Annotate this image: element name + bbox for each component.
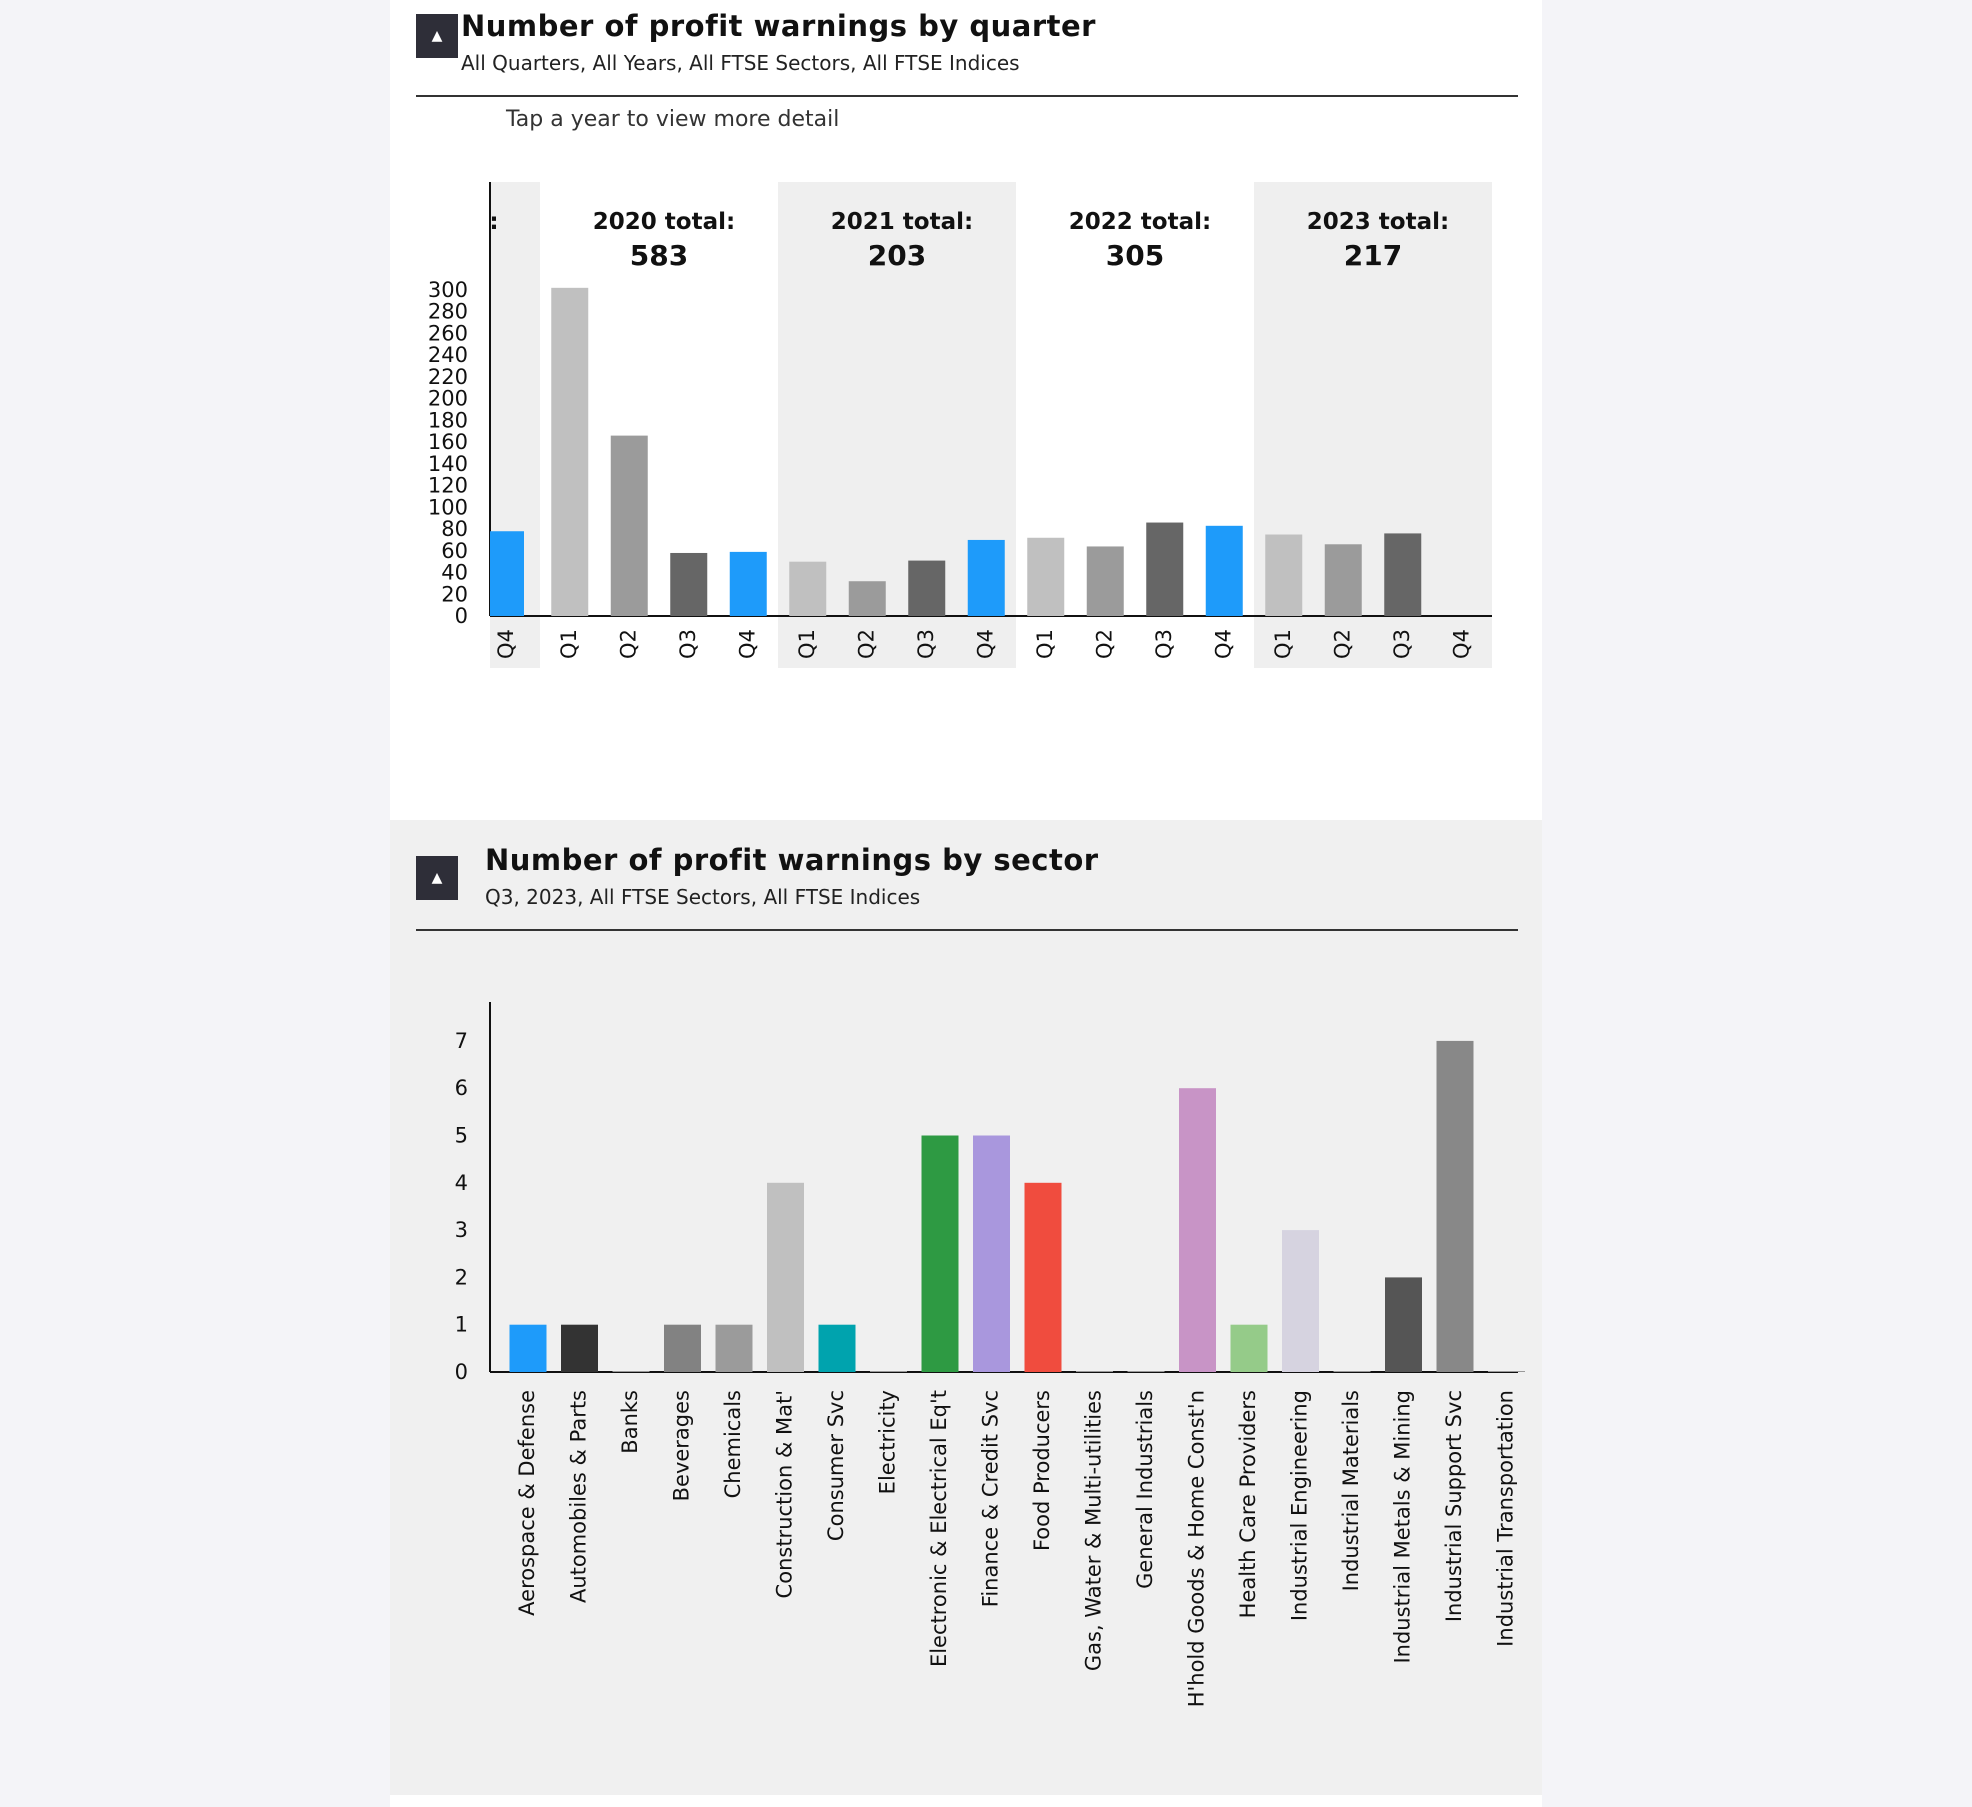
- bar-sector-zero: [1076, 1371, 1113, 1372]
- bar-2023-Q2: [1325, 544, 1362, 616]
- bar-sector: [1025, 1183, 1062, 1372]
- x-category-label: Food Producers: [1030, 1390, 1054, 1552]
- x-category-label: Chemicals: [721, 1390, 745, 1499]
- bar-sector: [973, 1136, 1010, 1373]
- x-category-label: Industrial Metals & Mining: [1390, 1390, 1415, 1664]
- bar-2020-Q1: [551, 288, 588, 616]
- y-tick-label: 260: [427, 321, 468, 346]
- x-category-label: Electricity: [875, 1390, 900, 1495]
- bar-sector: [716, 1325, 753, 1372]
- year-total-label: 2021 total:: [830, 209, 974, 235]
- x-category-label: Finance & Credit Svc: [978, 1390, 1003, 1608]
- y-tick-label: 140: [427, 451, 468, 476]
- bar-2019-Q4: [490, 531, 524, 616]
- x-category-label: Gas, Water & Multi-utilities: [1081, 1390, 1106, 1672]
- year-total-label: 2022 total:: [1068, 209, 1212, 235]
- x-category-label: Industrial Engineering: [1287, 1390, 1312, 1622]
- bottom-strip: [390, 1795, 1542, 1807]
- bar-2023-Q1: [1265, 535, 1302, 617]
- bar-2021-Q2: [849, 581, 886, 616]
- x-category-label: Banks: [618, 1390, 642, 1454]
- x-tick-label: Q4: [1449, 629, 1474, 659]
- sector-chart: [390, 990, 1542, 1750]
- bar-sector: [1179, 1088, 1216, 1372]
- bar-sector-zero: [1128, 1371, 1165, 1372]
- x-tick-label: Q2: [1330, 629, 1355, 659]
- x-category-label: Aerospace & Defense: [515, 1390, 539, 1616]
- x-tick-label: Q4: [735, 629, 760, 659]
- x-category-label: Construction & Mat': [772, 1390, 797, 1599]
- x-tick-label: Q2: [1092, 629, 1117, 659]
- bar-sector: [1282, 1230, 1319, 1372]
- sector-chart-subtitle: Q3, 2023, All FTSE Sectors, All FTSE Indices: [485, 885, 921, 909]
- bar-sector-zero: [613, 1371, 650, 1372]
- bar-2021-Q3: [908, 561, 945, 616]
- y-tick-label: 4: [454, 1170, 468, 1195]
- y-tick-label: 60: [441, 538, 468, 563]
- sector-header-rule: [416, 929, 1518, 931]
- y-tick-label: 1: [454, 1312, 468, 1337]
- x-tick-label: Q3: [1389, 629, 1414, 659]
- y-tick-label: 200: [427, 386, 468, 411]
- bar-sector: [1385, 1277, 1422, 1372]
- x-tick-label: Q4: [494, 629, 518, 659]
- y-tick-label: 160: [427, 430, 468, 455]
- y-tick-label: 180: [427, 408, 468, 433]
- bar-2021-Q1: [789, 562, 826, 616]
- x-tick-label: Q1: [794, 629, 819, 659]
- x-category-label: Consumer Svc: [824, 1390, 848, 1542]
- x-tick-label: Q1: [1032, 629, 1057, 659]
- bar-sector: [1437, 1041, 1474, 1372]
- year-total-label: 2023 total:: [1306, 209, 1450, 235]
- collapse-sector-button[interactable]: [416, 856, 458, 900]
- bar-2023-Q3: [1384, 533, 1421, 616]
- y-tick-label: 240: [427, 343, 468, 368]
- y-tick-label: 3: [454, 1218, 468, 1243]
- y-tick-label: 280: [427, 299, 468, 324]
- tap-hint: Tap a year to view more detail: [506, 107, 840, 132]
- triangle-up-icon: ▲: [431, 870, 443, 886]
- bar-2020-Q3: [670, 553, 707, 616]
- collapse-quarter-button[interactable]: [416, 14, 458, 58]
- bar-sector: [664, 1325, 701, 1372]
- bar-sector: [767, 1183, 804, 1372]
- year-total-value: 203: [867, 239, 927, 272]
- x-category-label: Automobiles & Parts: [566, 1390, 591, 1604]
- partial-total-label: :: [489, 209, 499, 235]
- bar-2020-Q2: [611, 436, 648, 616]
- triangle-up-icon: ▲: [431, 28, 443, 44]
- x-category-label: H'hold Goods & Home Const'n: [1184, 1390, 1209, 1708]
- bar-2022-Q1: [1027, 538, 1064, 616]
- x-tick-label: Q1: [1270, 629, 1295, 659]
- quarter-chart-title: Number of profit warnings by quarter: [461, 9, 1096, 43]
- x-category-label: Health Care Providers: [1236, 1390, 1260, 1619]
- quarter-chart-subtitle: All Quarters, All Years, All FTSE Sectors, All FTSE Indices: [461, 51, 1020, 75]
- bar-sector: [922, 1136, 959, 1373]
- x-tick-label: Q2: [616, 629, 641, 659]
- x-category-label: General Industrials: [1133, 1390, 1157, 1589]
- x-category-label: Industrial Support Svc: [1442, 1390, 1466, 1623]
- y-tick-label: 300: [427, 278, 468, 302]
- bar-2020-Q4: [730, 552, 767, 616]
- quarter-header-rule: [416, 95, 1518, 97]
- y-tick-label: 220: [427, 364, 468, 389]
- y-tick-label: 20: [441, 582, 468, 607]
- x-tick-label: Q3: [913, 629, 938, 659]
- x-category-label: Beverages: [669, 1390, 694, 1502]
- y-tick-label: 2: [454, 1265, 468, 1290]
- quarter-chart: [390, 170, 1542, 690]
- year-total-value: 217: [1343, 239, 1403, 272]
- x-category-label: Industrial Materials: [1339, 1390, 1363, 1592]
- x-tick-label: Q3: [1151, 629, 1176, 659]
- x-tick-label: Q2: [854, 629, 879, 659]
- year-total-value: 583: [629, 239, 689, 272]
- y-tick-label: 40: [441, 560, 468, 585]
- bar-sector: [819, 1325, 856, 1372]
- year-total-value: 305: [1105, 239, 1165, 272]
- bar-sector-zero: [1488, 1371, 1525, 1372]
- x-tick-label: Q4: [1211, 629, 1236, 659]
- y-tick-label: 6: [454, 1076, 468, 1101]
- x-category-label: Electronic & Electrical Eq't: [927, 1390, 951, 1668]
- bar-sector: [1231, 1325, 1268, 1372]
- x-tick-label: Q3: [675, 629, 700, 659]
- bar-2021-Q4: [968, 540, 1005, 616]
- x-category-label: Industrial Transportation: [1493, 1390, 1518, 1647]
- y-tick-label: 120: [427, 473, 468, 498]
- x-tick-label: Q4: [973, 629, 998, 659]
- bar-sector: [561, 1325, 598, 1372]
- bar-2022-Q3: [1146, 523, 1183, 616]
- bar-sector-zero: [870, 1371, 907, 1372]
- bar-2022-Q4: [1206, 526, 1243, 616]
- bar-2022-Q2: [1087, 546, 1124, 616]
- bar-sector-zero: [1334, 1371, 1371, 1372]
- year-total-label: 2020 total:: [592, 209, 736, 235]
- left-gutter: [0, 0, 390, 1807]
- y-tick-label: 5: [454, 1123, 468, 1148]
- sector-chart-title: Number of profit warnings by sector: [485, 843, 1099, 877]
- x-tick-label: Q1: [556, 629, 581, 659]
- y-tick-label: 0: [454, 604, 468, 628]
- y-tick-label: 0: [454, 1360, 468, 1384]
- y-tick-label: 80: [441, 517, 468, 542]
- bar-sector: [510, 1325, 547, 1372]
- y-tick-label: 100: [427, 495, 468, 520]
- right-gutter: [1542, 0, 1972, 1807]
- y-tick-label: 7: [454, 1028, 468, 1053]
